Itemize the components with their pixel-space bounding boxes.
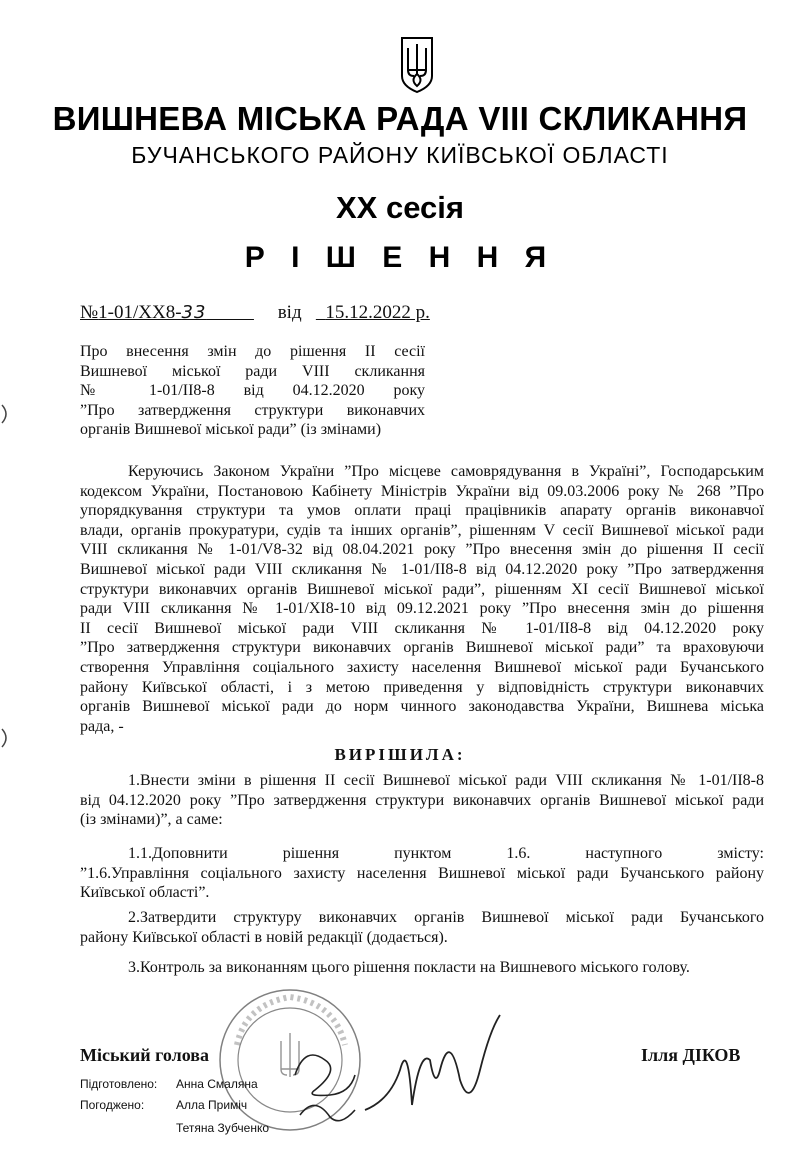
punch-hole-mark (0, 403, 12, 425)
item-1-1 (80, 844, 764, 903)
item-line: Київської області”. (80, 884, 210, 902)
preamble-line: створення Управління соціального захисту населення Вишневої міської ради Бучанського (80, 658, 764, 676)
preamble-paragraph (80, 462, 764, 736)
date-label: від (277, 302, 302, 323)
preamble-line: ради VIII скликання № 1-01/XI8-10 від 09.12.2021 року ”Про внесення змін до рішення (80, 600, 764, 618)
signatory-name: Ілля ДІКОВ (641, 1045, 741, 1065)
signature-mayor (360, 1010, 520, 1120)
resolved-heading: ВИРІШИЛА: (334, 745, 466, 764)
subject-line: № 1-01/II8-8 від 04.12.2020 року (80, 382, 425, 400)
item-1 (80, 771, 764, 830)
preamble-line: ”Про затвердження структури виконавчих органів Вишневої міської ради” та враховуючи (80, 639, 764, 657)
item-line: 1.1.Доповнити рішення пунктом 1.6. наступного змісту: (128, 845, 764, 862)
item-line: 3.Контроль за виконанням цього рішення покласти на Вишневого міського голову. (128, 959, 690, 976)
preamble-line: VIII скликання № 1-01/V8-32 від 08.04.2021 року ”Про внесення змін до рішення II сесії (80, 541, 764, 559)
item-line: району Київської області в новій редакції (додається). (80, 928, 448, 946)
preamble-line: органів Вишневої міської ради до норм чинного законодавства України, Вишнева міська (80, 698, 764, 716)
signature-preparer (285, 1035, 365, 1135)
item-line: від 04.12.2020 року ”Про затвердження структури виконавчих органів Вишневої міської ради (80, 791, 764, 809)
decision-subject (80, 342, 425, 440)
agreed-label: Погоджено: (80, 1098, 145, 1112)
preamble-line: Керуючись Законом України ”Про місцеве самоврядування в Україні”, Господарським (128, 463, 764, 480)
decision-number-line (80, 302, 430, 324)
item-3 (80, 958, 764, 978)
preamble-line: Вишневої міської ради VIII скликання № 1-01/II8-8 від 04.12.2020 року ”Про затвердження (80, 560, 764, 578)
signatory-title: Міський голова (80, 1045, 209, 1065)
agreed-name: Тетяна Зубченко (176, 1121, 270, 1135)
preamble-line: району Київської області, і з метою приведення у відповідність структури виконавчих (80, 678, 764, 696)
decision-date: 15.12.2022 р. (325, 302, 430, 323)
preamble-line: рада, - (80, 717, 124, 735)
decision-number: №1-01/XX8-33 (80, 302, 207, 323)
item-line: (із змінами)”, а саме: (80, 811, 223, 829)
prepared-label: Підготовлено: (80, 1077, 158, 1091)
district-name: БУЧАНСЬКОГО РАЙОНУ КИЇВСЬКОЇ ОБЛАСТІ (131, 142, 669, 168)
item-2 (80, 908, 764, 947)
council-name: ВИШНЕВА МІСЬКА РАДА VIII СКЛИКАННЯ (52, 100, 748, 137)
punch-hole-mark (0, 727, 12, 749)
preamble-line: упорядкування структури та умов оплати праці працівників апарату органів виконавчої (80, 502, 764, 520)
document-type-title: Р І Ш Е Н Н Я (244, 241, 556, 274)
item-line: 2.Затвердити структуру виконавчих органів Вишневої міської ради Бучанського (128, 909, 764, 926)
preamble-line: влади, органів прокуратури, судів та інших органів”, рішенням V сесії Вишневої міської ради (80, 521, 764, 539)
agreed-name: Алла Приміч (176, 1098, 248, 1112)
preamble-line: II сесії Вишневої міської ради VIII скликання № 1-01/II8-8 від 04.12.2020 року (80, 619, 764, 637)
subject-line: органів Вишневої міської ради” (із змінами) (80, 421, 382, 439)
session-title: XX сесія (336, 190, 464, 225)
handwritten-number: 33 (181, 302, 207, 323)
subject-line: Вишневої міської ради VIII скликання (80, 362, 425, 380)
coat-of-arms-icon (398, 36, 436, 94)
preamble-line: кодексом України, Постановою Кабінету Міністрів України від 09.03.2006 року № 268 ”Про (80, 482, 764, 500)
preamble-line: структури виконавчих органів Вишневої міської ради”, рішенням XI сесії Вишневої міської (80, 580, 764, 598)
prepared-name: Анна Смаляна (176, 1077, 258, 1091)
subject-line: ”Про затвердження структури виконавчих (80, 401, 425, 419)
item-line: 1.Внести зміни в рішення II сесії Вишневої міської ради VIII скликання № 1-01/II8-8 (128, 772, 764, 789)
subject-line: Про внесення змін до рішення II сесії (80, 343, 425, 360)
item-line: ”1.6.Управління соціального захисту населення Вишневої міської ради Бучанського району (80, 864, 764, 882)
